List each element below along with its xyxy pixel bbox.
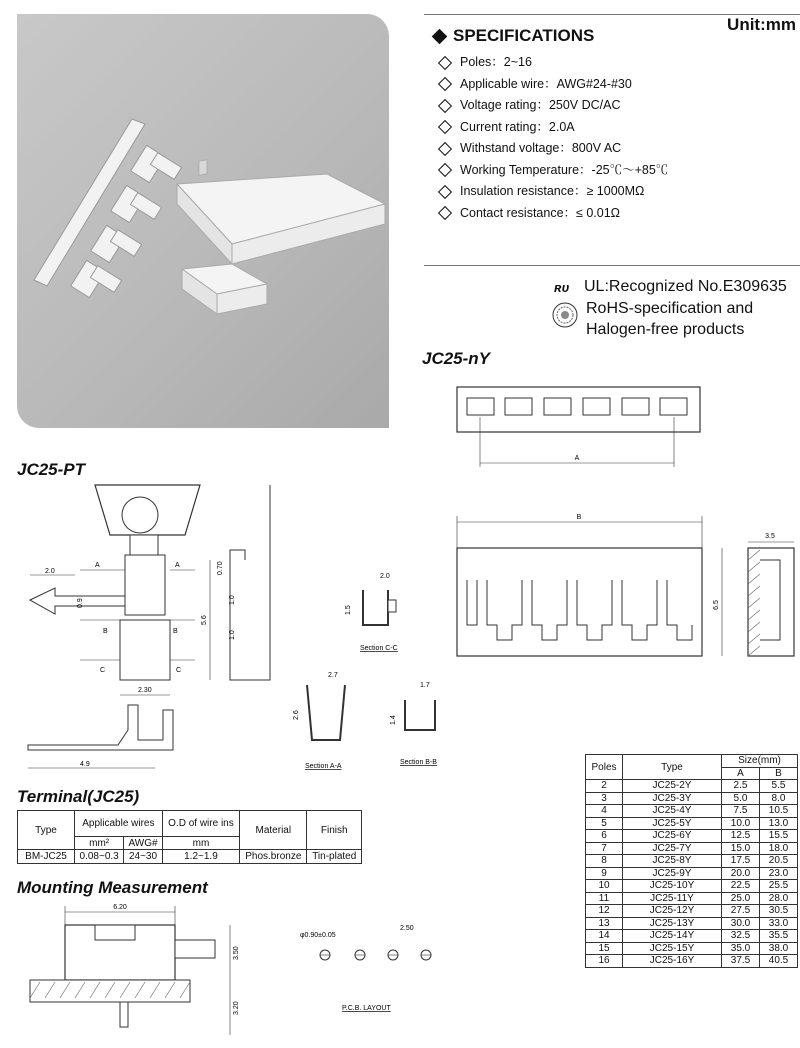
cell-poles: 11 [586,892,623,905]
cell-a: 12.5 [722,830,760,843]
pcb-hole: φ0.90±0.05 [300,932,336,939]
mount-depth: 3.20 [233,1001,240,1015]
dim-label-width: 3.5 [765,533,775,540]
cell-poles: 8 [586,855,623,868]
cell-b: 40.5 [760,955,798,968]
spec-item: Withstand voltage：800V AC [438,138,668,160]
terminal-drawing [20,480,450,780]
spec-item: Voltage rating：250V DC/AC [438,95,668,117]
section-bb-label: Section B-B [400,759,437,766]
cell-b: 15.5 [760,830,798,843]
mount-height: 3.50 [233,946,240,960]
cell-poles: 7 [586,842,623,855]
cell-b: 8.0 [760,792,798,805]
table-row [586,917,798,930]
table-row [586,792,798,805]
table-row [586,780,798,793]
cell-b: 35.5 [760,930,798,943]
th-type: Type [18,811,75,850]
spec-item: Current rating：2.0A [438,117,668,139]
spec-item: Contact resistance：≤ 0.01Ω [438,203,668,225]
housing-front-view [452,510,800,660]
cell-a: 17.5 [722,855,760,868]
dim-4-9: 4.9 [80,761,90,768]
cell-poles: 16 [586,955,623,968]
table-row [586,805,798,818]
dim-label-height: 6.5 [713,600,720,610]
marker-c-left: C [100,667,106,674]
specifications-list [438,52,668,224]
table-row [586,817,798,830]
table-row [586,880,798,893]
marker-b-left: B [103,628,108,635]
cell-type: JC25-4Y [623,805,722,818]
outline-diamond-icon [438,99,452,113]
cell-type: JC25-6Y [623,830,722,843]
marker-c-right: C [176,667,182,674]
th-od: O.D of wire ins [162,811,239,837]
dim-aa-height: 2.6 [293,710,300,720]
cell-a: 27.5 [722,905,760,918]
marker-a-left: A [95,562,100,569]
cell-b: 13.0 [760,817,798,830]
th-a: A [722,767,760,780]
table-row [586,905,798,918]
dim-cc-height: 1.5 [345,605,352,615]
cell-a: 30.0 [722,917,760,930]
cell-b: 10.5 [760,805,798,818]
cell-poles: 2 [586,780,623,793]
cell-a: 32.5 [722,930,760,943]
th-b: B [760,767,798,780]
terminal-table-title: Terminal(JC25) [17,787,140,806]
dim-aa-width: 2.7 [328,672,338,679]
dim-bb-height: 1.4 [390,715,397,725]
specifications-title [430,26,594,46]
cell-poles: 12 [586,905,623,918]
table-row [586,942,798,955]
th-wires: Applicable wires [75,811,163,837]
table-row [586,842,798,855]
th-poles: Poles [586,755,623,780]
cell-type: JC25-10Y [623,880,722,893]
pcb-layout-label: P.C.B. LAYOUT [342,1005,391,1012]
table-row [586,892,798,905]
cell-type: JC25-2Y [623,780,722,793]
cell-poles: 15 [586,942,623,955]
cell-a: 15.0 [722,842,760,855]
dim-label-a: A [574,455,580,462]
cell-b: 23.0 [760,867,798,880]
cell-poles: 3 [586,792,623,805]
cell-type: JC25-11Y [623,892,722,905]
mount-width: 6.20 [113,904,127,911]
th-size: Size(mm) [722,755,798,768]
dim-0-70: 0.70 [217,561,224,575]
cell-a: 35.0 [722,942,760,955]
size-table-body [586,780,798,968]
dim-2-30: 2.30 [138,687,152,694]
rohs-seal-icon [552,302,578,328]
ul-text: UL:Recognized No.E309635 [584,278,787,295]
pcb-pitch: 2.50 [400,925,414,932]
cell-type: JC25-13Y [623,917,722,930]
cell-type: JC25-5Y [623,817,722,830]
cell-type: JC25-9Y [623,867,722,880]
outline-diamond-icon [438,206,452,220]
cell-b: 28.0 [760,892,798,905]
cell-poles: 14 [586,930,623,943]
th-mm: mm [162,837,239,850]
cell-type: JC25-3Y [623,792,722,805]
table-row [586,930,798,943]
cell-b: 5.5 [760,780,798,793]
cell-a: 25.0 [722,892,760,905]
cell-type: JC25-12Y [623,905,722,918]
outline-diamond-icon [438,56,452,70]
th-awg: AWG# [124,837,162,850]
dim-label-b: B [576,514,582,521]
ul-certification [554,278,787,296]
th-mm2: mm² [75,837,124,850]
dim-5-6: 5.6 [201,615,208,625]
cell-poles: 5 [586,817,623,830]
dim-1-0-a: 1.0 [229,595,236,605]
cell-a: 2.5 [722,780,760,793]
cell-a: 10.0 [722,817,760,830]
unit-label: Unit:mm [727,15,796,34]
cell-poles: 9 [586,867,623,880]
spec-item: Poles：2~16 [438,52,668,74]
cell-a: 20.0 [722,867,760,880]
mounting-title: Mounting Measurement [17,878,208,897]
cell-b: 20.5 [760,855,798,868]
terminal-table [17,810,362,864]
outline-diamond-icon [438,120,452,134]
outline-diamond-icon [438,77,452,91]
th-material: Material [240,811,307,850]
cell-b: 25.5 [760,880,798,893]
housing-title: JC25-nY [422,349,491,368]
table-row [586,855,798,868]
cell-b: 30.5 [760,905,798,918]
specifications-heading: SPECIFICATIONS [453,26,595,45]
product-photo [17,14,389,428]
table-row [586,867,798,880]
cell-a: 22.5 [722,880,760,893]
dim-1-0-b: 1.0 [229,630,236,640]
middle-divider [424,265,800,266]
dim-0-9: 0.9 [77,598,84,608]
th-finish: Finish [307,811,362,850]
marker-b-right: B [173,628,178,635]
spec-item: Insulation resistance：≥ 1000MΩ [438,181,668,203]
mounting-drawing [20,900,450,1040]
outline-diamond-icon [438,142,452,156]
spec-item: Applicable wire：AWG#24-#30 [438,74,668,96]
cell-type: JC25-7Y [623,842,722,855]
th-type: Type [623,755,722,780]
outline-diamond-icon [438,185,452,199]
cell-type: JC25-15Y [623,942,722,955]
dim-cc-width: 2.0 [380,573,390,580]
cell-poles: 6 [586,830,623,843]
cell-poles: 13 [586,917,623,930]
housing-top-view [455,385,705,470]
cell-type: JC25-8Y [623,855,722,868]
cell-a: 5.0 [722,792,760,805]
rohs-text: RoHS-specification and Halogen-free products [586,300,754,338]
size-table [585,754,798,968]
section-cc-label: Section C-C [360,645,398,652]
cell-b: 38.0 [760,942,798,955]
table-row: BM-JC25 0.08~0.3 24~30 1.2~1.9 Phos.bronze Tin-plated [18,850,362,864]
filled-diamond-icon [432,28,448,44]
terminal-drawing-title: JC25-PT [17,460,86,479]
cell-type: JC25-16Y [623,955,722,968]
cell-poles: 4 [586,805,623,818]
cell-b: 18.0 [760,842,798,855]
marker-a-right: A [175,562,180,569]
section-aa-label: Section A-A [305,763,342,770]
cell-a: 37.5 [722,955,760,968]
cell-poles: 10 [586,880,623,893]
spec-item: Working Temperature：-25℃～+85℃ [438,160,668,182]
outline-diamond-icon [438,163,452,177]
cell-b: 33.0 [760,917,798,930]
table-row [586,830,798,843]
dim-2-0: 2.0 [45,568,55,575]
dim-bb-width: 1.7 [420,682,430,689]
ul-logo-icon: ʀᴜ [554,279,570,295]
cell-a: 7.5 [722,805,760,818]
table-row [586,955,798,968]
cell-type: JC25-14Y [623,930,722,943]
